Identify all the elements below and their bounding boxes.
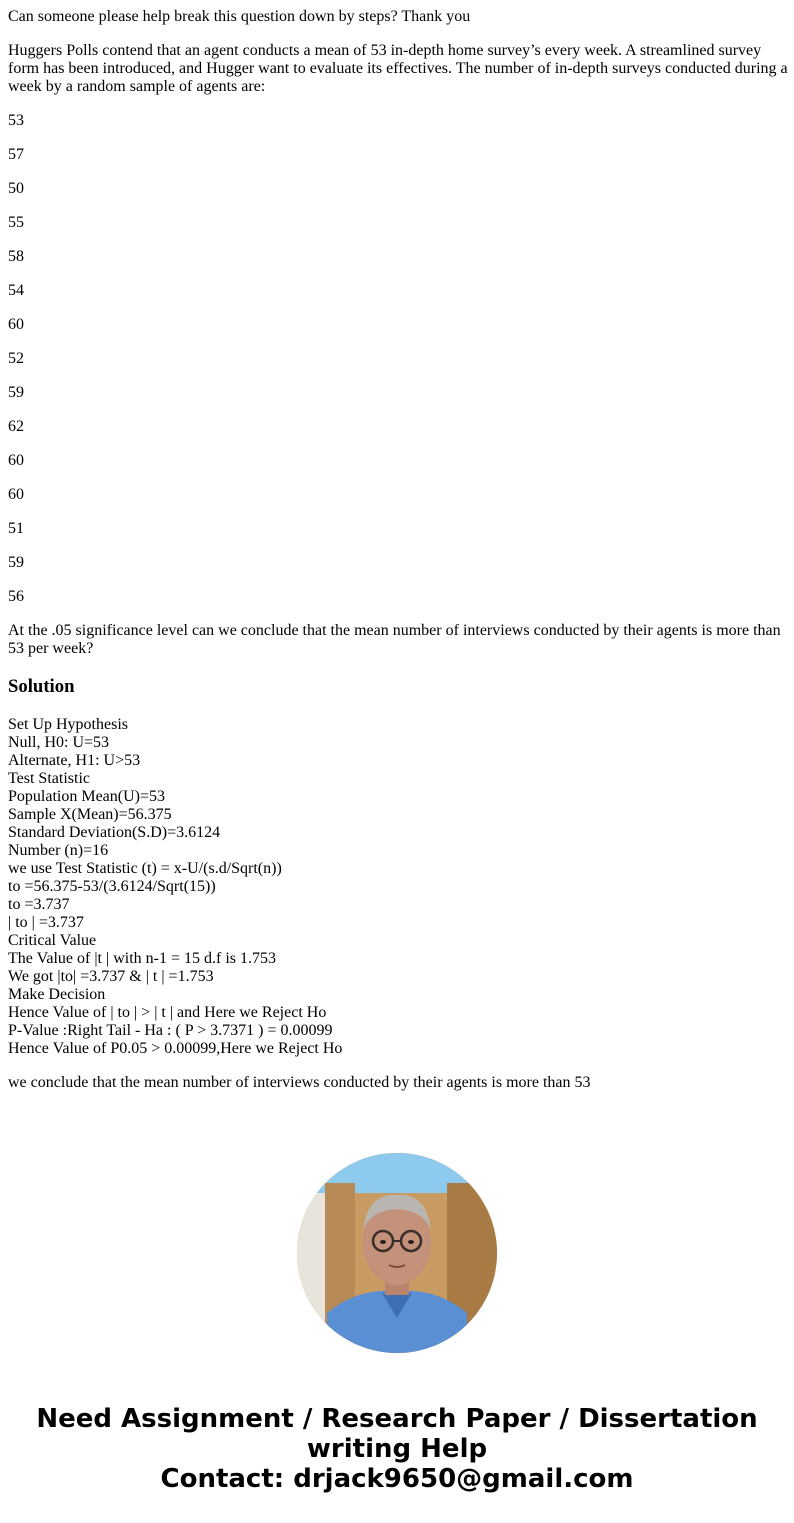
survey-value: 58 (8, 248, 24, 265)
solution-step: | to | =3.737 (8, 914, 84, 931)
solution-step: Hence Value of P0.05 > 0.00099,Here we Reject Ho (8, 1040, 343, 1057)
solution-step: Null, H0: U=53 (8, 734, 110, 751)
solution-heading: Solution (8, 676, 75, 697)
survey-value: 57 (8, 146, 24, 163)
author-avatar (297, 1153, 497, 1353)
solution-step: we use Test Statistic (t) = x-U/(s.d/Sqrt(n)) (8, 860, 282, 877)
solution-step: Hence Value of | to | > | t | and Here we Reject Ho (8, 1004, 327, 1021)
survey-value: 62 (8, 418, 24, 435)
survey-value: 52 (8, 350, 24, 367)
solution-step: We got |to| =3.737 & | t | =1.753 (8, 968, 214, 985)
document-body (8, 0, 788, 1092)
survey-value: 51 (8, 520, 24, 537)
solution-step: Critical Value (8, 932, 97, 949)
survey-value: 60 (8, 316, 24, 333)
banner-contact: Contact: drjack9650@gmail.com (160, 1464, 634, 1494)
survey-value: 59 (8, 384, 24, 401)
solution-step: Test Statistic (8, 770, 90, 787)
survey-value: 55 (8, 214, 24, 231)
solution-step: to =56.375-53/(3.6124/Sqrt(15)) (8, 878, 216, 895)
solution-step: Alternate, H1: U>53 (8, 752, 141, 769)
survey-values-list (8, 112, 788, 606)
question-prompt: At the .05 significance level can we conclude that the mean number of interviews conducted by their agents is more than 53 per week? (8, 622, 781, 657)
promo-banner (0, 1404, 794, 1494)
author-portrait-image (297, 1153, 497, 1353)
banner-line-2: writing Help (306, 1434, 488, 1464)
survey-value: 56 (8, 588, 24, 605)
survey-value: 53 (8, 112, 24, 129)
solution-step: Number (n)=16 (8, 842, 109, 859)
solution-step: Set Up Hypothesis (8, 716, 128, 733)
survey-value: 50 (8, 180, 24, 197)
survey-value: 59 (8, 554, 24, 571)
question-body: Huggers Polls contend that an agent conducts a mean of 53 in-depth home survey’s every week. A streamlined survey form has been introduced, and Hugger want to evaluate its effectives. The number of in-depth surveys conducted during a week by a random sample of agents are: (8, 42, 788, 95)
solution-step: P-Value :Right Tail - Ha : ( P > 3.7371 ) = 0.00099 (8, 1022, 333, 1039)
survey-value: 54 (8, 282, 24, 299)
survey-value: 60 (8, 486, 24, 503)
solution-conclusion: we conclude that the mean number of interviews conducted by their agents is more than 53 (8, 1074, 591, 1091)
solution-step: Population Mean(U)=53 (8, 788, 165, 805)
banner-line-1: Need Assignment / Research Paper / Dissertation (36, 1404, 758, 1434)
solution-steps (8, 716, 788, 1058)
survey-value: 60 (8, 452, 24, 469)
solution-step: The Value of |t | with n-1 = 15 d.f is 1.753 (8, 950, 276, 967)
question-intro: Can someone please help break this question down by steps? Thank you (8, 8, 471, 25)
solution-step: Standard Deviation(S.D)=3.6124 (8, 824, 221, 841)
solution-step: Sample X(Mean)=56.375 (8, 806, 172, 823)
solution-step: to =3.737 (8, 896, 70, 913)
solution-step: Make Decision (8, 986, 106, 1003)
